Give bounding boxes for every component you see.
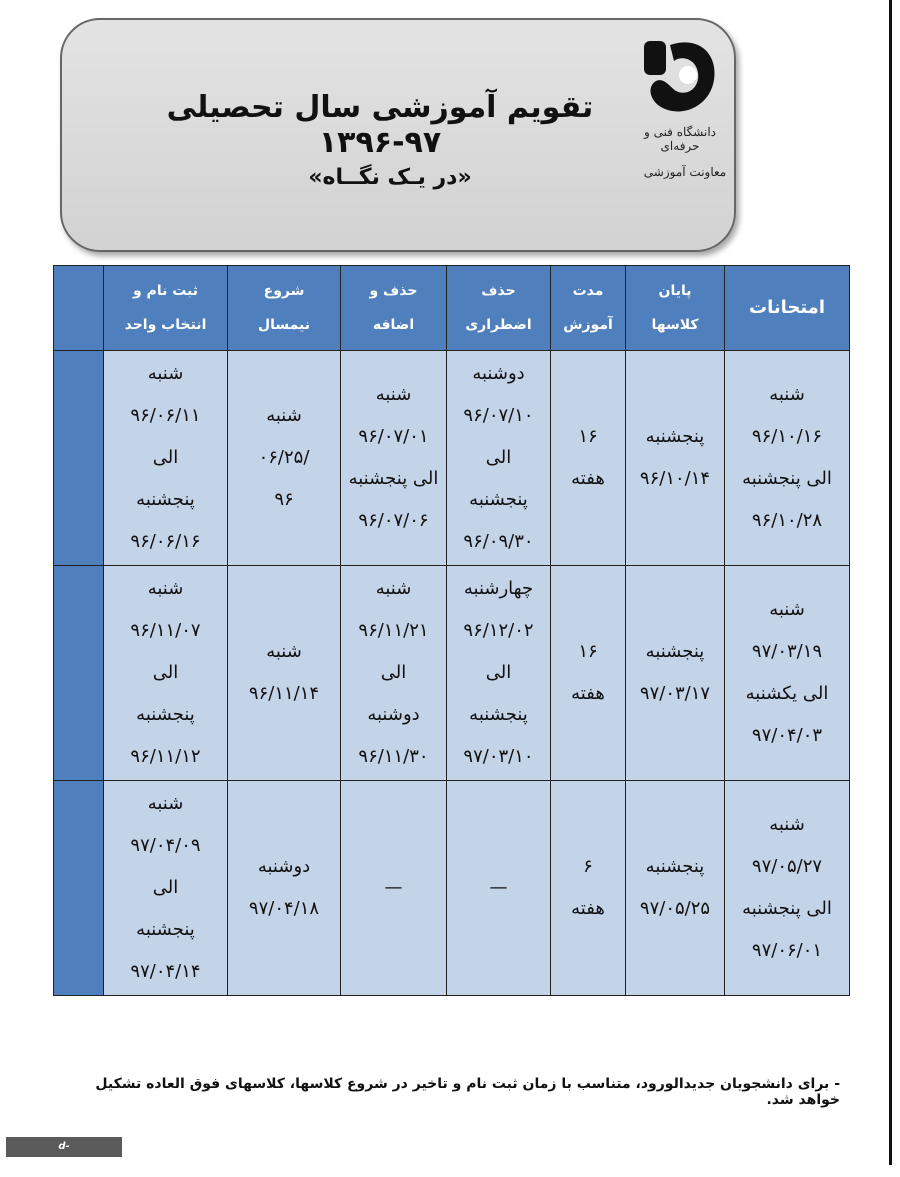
cell-add-drop: شنبه ۹۶/۱۱/۲۱ الی دوشنبه ۹۶/۱۱/۳۰ <box>341 566 447 781</box>
header-add-drop: حذف و اضافه <box>341 266 447 351</box>
page-border <box>889 0 892 1165</box>
table-header-row <box>54 266 850 351</box>
cell-duration: ۶ هفته <box>551 781 626 996</box>
header-registration: ثبت نام و انتخاب واحد <box>104 266 228 351</box>
cell-duration: ۱۶ هفته <box>551 566 626 781</box>
cell-add-drop: شنبه ۹۶/۰۷/۰۱ الی پنجشنبه ۹۶/۰۷/۰۶ <box>341 351 447 566</box>
logo-dept-name: معاونت آموزشی <box>643 165 727 179</box>
cell-registration: شنبه ۹۷/۰۴/۰۹ الی پنجشنبه ۹۷/۰۴/۱۴ <box>104 781 228 996</box>
table-row <box>54 566 850 781</box>
cell-emergency-drop: — <box>447 781 551 996</box>
cell-classes-end: پنجشنبه ۹۷/۰۵/۲۵ <box>626 781 725 996</box>
cell-add-drop: — <box>341 781 447 996</box>
row-stripe <box>54 566 104 781</box>
footer-url-badge: d-maragheh.tvu.ac.ir <box>6 1137 122 1157</box>
header-exams: امتحانات <box>725 266 850 351</box>
cell-registration: شنبه ۹۶/۰۶/۱۱ الی پنجشنبه ۹۶/۰۶/۱۶ <box>104 351 228 566</box>
academic-calendar-table <box>53 265 850 996</box>
cell-classes-end: پنجشنبه ۹۶/۱۰/۱۴ <box>626 351 725 566</box>
cell-semester-start: شنبه ۹۶/۱۱/۱۴ <box>228 566 341 781</box>
cell-semester-start: دوشنبه ۹۷/۰۴/۱۸ <box>228 781 341 996</box>
header-emergency-drop: حذف اضطراری <box>447 266 551 351</box>
cell-emergency-drop: دوشنبه ۹۶/۰۷/۱۰ الی پنجشنبه ۹۶/۰۹/۳۰ <box>447 351 551 566</box>
cell-registration: شنبه ۹۶/۱۱/۰۷ الی پنجشنبه ۹۶/۱۱/۱۲ <box>104 566 228 781</box>
cell-duration: ۱۶ هفته <box>551 351 626 566</box>
header-semester-start: شروع نیمسال <box>228 266 341 351</box>
row-stripe <box>54 351 104 566</box>
header-stripe <box>54 266 104 351</box>
university-logo-icon <box>640 35 720 120</box>
footnote: - برای دانشجویان جدیدالورود، متناسب با زمان ثبت نام و تاخیر در شروع کلاسها، کلاسهای فوق العاده تشکیل خواهد شد. <box>95 1076 840 1108</box>
page-subtitle: «در یـک نگــاه» <box>308 165 472 190</box>
cell-classes-end: پنجشنبه ۹۷/۰۳/۱۷ <box>626 566 725 781</box>
cell-emergency-drop: چهارشنبه ۹۶/۱۲/۰۲ الی پنجشنبه ۹۷/۰۳/۱۰ <box>447 566 551 781</box>
row-stripe <box>54 781 104 996</box>
cell-exams: شنبه ۹۶/۱۰/۱۶ الی پنجشنبه ۹۶/۱۰/۲۸ <box>725 351 850 566</box>
logo-org-name: دانشگاه فنی و حرفه‌ای <box>643 125 717 153</box>
page-title: تقویم آموزشی سال تحصیلی ۹۷-۱۳۹۶ <box>166 90 594 160</box>
table-row <box>54 781 850 996</box>
table-row <box>54 351 850 566</box>
header-classes-end: پایان کلاسها <box>626 266 725 351</box>
cell-exams: شنبه ۹۷/۰۵/۲۷ الی پنجشنبه ۹۷/۰۶/۰۱ <box>725 781 850 996</box>
cell-exams: شنبه ۹۷/۰۳/۱۹ الی یکشنبه ۹۷/۰۴/۰۳ <box>725 566 850 781</box>
cell-semester-start: شنبه /۰۶/۲۵ ۹۶ <box>228 351 341 566</box>
header-duration: مدت آموزش <box>551 266 626 351</box>
